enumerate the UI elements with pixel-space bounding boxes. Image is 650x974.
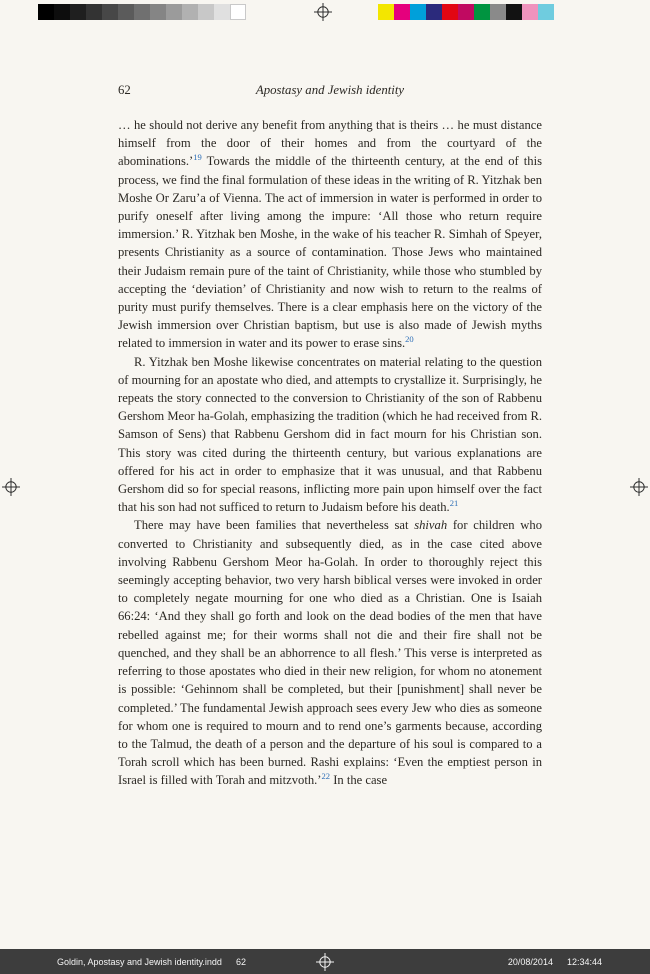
footnote-marker: 21: [449, 498, 459, 509]
color-swatch: [394, 4, 410, 20]
color-swatch: [166, 4, 182, 20]
paragraph: [118, 353, 542, 517]
color-swatch: [150, 4, 166, 20]
color-swatch: [506, 4, 522, 20]
color-swatch: [38, 4, 54, 20]
footer-date: 20/08/2014: [507, 956, 553, 967]
running-title: Apostasy and Jewish identity: [255, 83, 405, 97]
text-run: R. Yitzhak ben Moshe likewise concentrates on material relating to the question of mourning for an apostate who died, and attempts to crystallize it. Surprisingly, he repeats the story connected to the conversion to Christianity of the son of Rabbenu Gershom Meor ha-Golah, emphasizing the tradition (which he had received from R. Samson of Sens) that Rabbenu Gershom did in fact mourn for his Christian son. This story was cited during the thirteenth century, but various explanations are offered for his act in order to emphasize that it was unusual, and that Rabbenu Gershom did so for special reasons, inflicting more pain upon himself over the fact that his son had not sufficed to return to Judaism before his death.: [118, 354, 542, 515]
grayscale-calibration-bar: [38, 4, 246, 20]
registration-mark-icon: [630, 478, 648, 496]
color-swatch: [378, 4, 394, 20]
color-swatch: [538, 4, 554, 20]
text-run: There may have been families that nevertheless sat: [134, 518, 415, 533]
body-text: [118, 116, 542, 790]
registration-mark-icon: [2, 478, 20, 496]
page-number: 62: [118, 83, 131, 97]
color-swatch: [198, 4, 214, 20]
registration-mark-icon: [314, 3, 332, 21]
paragraph: [118, 116, 542, 353]
color-swatch: [230, 4, 246, 20]
running-head: [118, 83, 542, 98]
color-swatch: [442, 4, 458, 20]
color-swatch: [102, 4, 118, 20]
text-run: Towards the middle of the thirteenth century, at the end of this process, we find the final formulation of these ideas in the writing of R. Yitzhak ben Moshe Or Zaru’a of Vienna. The act of immersion in water is performed in order to purify oneself after living among the impure: ‘All those who return require immersion.’ R. Yitzhak ben Moshe, in the wake of his teacher R. Simhah of Speyer, presents Christianity as a source of contamination. Those Jews who maintained their Judaism remain pure of the taint of Christianity, while those who stumbled by accepting the ‘deviation’ of Christianity and now wish to return to the realms of purity must purify themselves. There is a clear emphasis here on the victory of the Jewish immersion over Christian baptism, but use is also made of Jewish myths related to immersion in water and its power to erase sins.: [118, 154, 542, 351]
color-swatch: [118, 4, 134, 20]
color-swatch: [426, 4, 442, 20]
color-swatch: [458, 4, 474, 20]
text-run: In the case: [330, 773, 388, 788]
footer-filename: Goldin, Apostasy and Jewish identity.indd: [57, 956, 222, 967]
footer-left-group: [57, 957, 246, 967]
paragraph: [118, 516, 542, 789]
footer-time: 12:34:44: [566, 956, 602, 967]
footnote-marker: 20: [405, 334, 414, 345]
footer-page-number: 62: [235, 956, 246, 967]
color-swatch: [54, 4, 70, 20]
registration-mark-icon: [316, 953, 334, 971]
color-swatch: [522, 4, 538, 20]
color-swatch: [410, 4, 426, 20]
footnote-marker: 19: [193, 152, 202, 163]
text-run: for children who converted to Christianity and subsequently died, as in the case cited above involving Rabbenu Gershom Meor ha-Golah. In order to thoroughly reject this seemingly accepting behavior, two very harsh biblical verses were invoked in order to completely negate mourning for one who died as a Christian. One is Isaiah 66:24: ‘And they shall go forth and look on the dead bodies of the men that have rebelled against me; for their worms shall not die and their fire shall not be quenched, and they shall be an abhorrence to all flesh.’ This verse is interpreted as referring to those apostates who died in their new religion, for whom no atonement is possible: ‘Gehinnom shall be completed, but their [punishment] shall never be completed.’ The fundamental Jewish approach sees every Jew who dies as someone for whom one is required to mourn and to rend one’s garments because, according to the Talmud, the death of a person and the departure of his soul is compared to a Torah scroll which has been burned. Rashi explains: ‘Even the emptiest person in Israel is filled with Torah and mitzvoth.’: [118, 518, 542, 788]
color-swatch: [86, 4, 102, 20]
color-swatch: [490, 4, 506, 20]
footer-right-group: [508, 957, 602, 967]
color-swatch: [70, 4, 86, 20]
color-swatch: [474, 4, 490, 20]
text-run: … he should not derive any benefit from anything that is theirs … he must distance himself from the door of their homes and from the courtyard of the abominations.’: [118, 118, 542, 169]
footnote-marker: 22: [321, 771, 331, 782]
color-swatch: [214, 4, 230, 20]
italic-term: shivah: [414, 518, 448, 533]
color-swatch: [134, 4, 150, 20]
color-swatch: [182, 4, 198, 20]
cmyk-calibration-bar: [378, 4, 554, 20]
